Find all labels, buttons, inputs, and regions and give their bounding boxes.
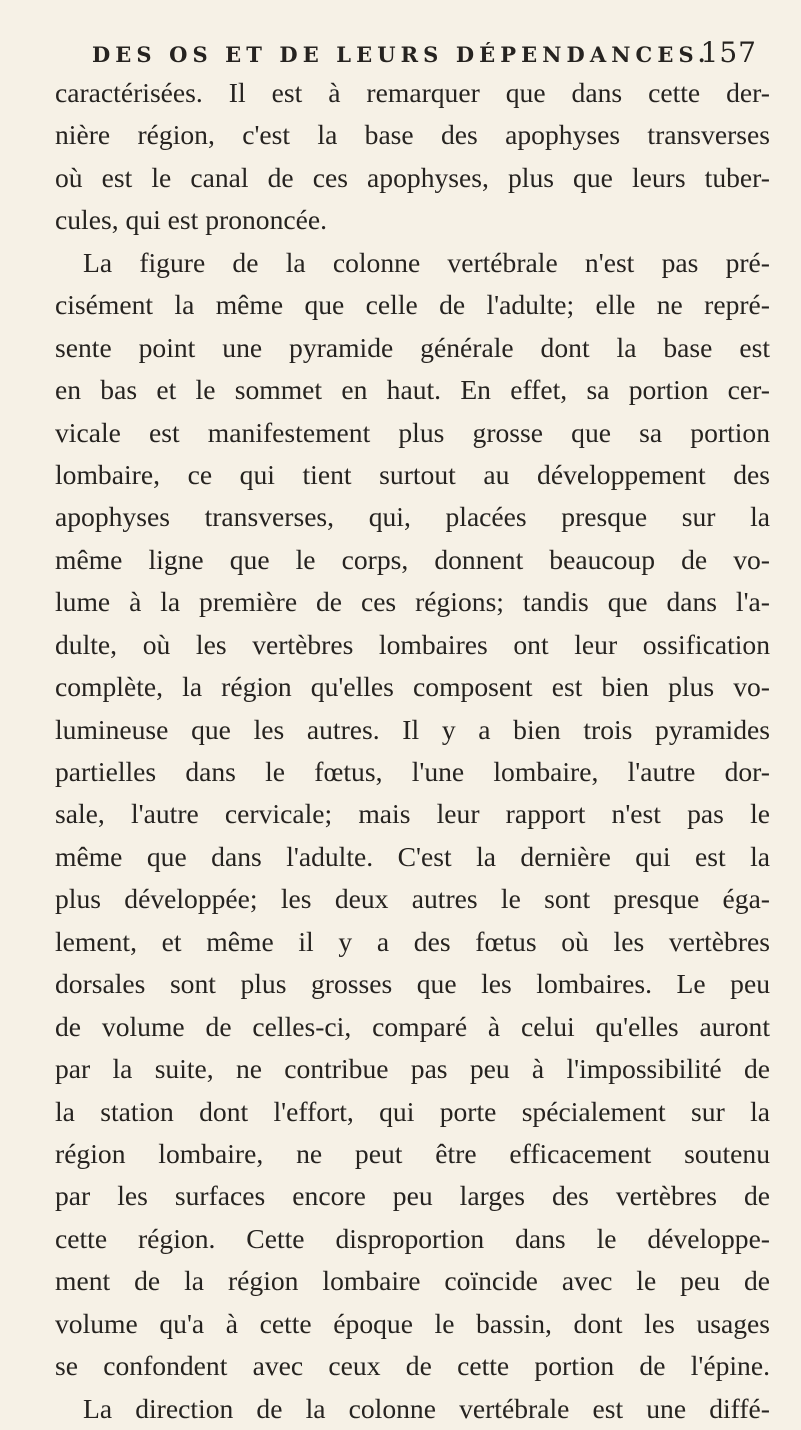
text-line: vicale est manifestement plus grosse que sa portion xyxy=(55,416,770,448)
text-line: cisément la même que celle de l'adulte; elle ne repré- xyxy=(55,289,770,321)
text-line: lumineuse que les autres. Il y a bien trois pyramides xyxy=(55,713,770,745)
running-head xyxy=(92,36,757,76)
text-line: volume qu'a à cette époque le bassin, dont les usages xyxy=(55,1307,770,1339)
text-line: se confondent avec ceux de cette portion de l'épine. xyxy=(55,1350,770,1382)
text-line: cette région. Cette disproportion dans le développe- xyxy=(55,1222,770,1254)
text-line: en bas et le sommet en haut. En effet, sa portion cer- xyxy=(55,374,770,406)
text-line: complète, la région qu'elles composent est bien plus vo- xyxy=(55,671,770,703)
text-line: nière région, c'est la base des apophyses transverses xyxy=(55,119,770,151)
body-text xyxy=(55,72,770,1430)
text-line: la station dont l'effort, qui porte spécialement sur la xyxy=(55,1095,770,1127)
text-line: même que dans l'adulte. C'est la dernière qui est la xyxy=(55,840,770,872)
text-line: lume à la première de ces régions; tandis que dans l'a- xyxy=(55,586,770,618)
text-line: dulte, où les vertèbres lombaires ont leur ossification xyxy=(55,628,770,660)
text-line: où est le canal de ces apophyses, plus que leurs tuber- xyxy=(55,161,770,193)
text-line: lement, et même il y a des fœtus où les vertèbres xyxy=(55,925,770,957)
text-line: sale, l'autre cervicale; mais leur rapport n'est pas le xyxy=(55,798,770,830)
text-line: de volume de celles-ci, comparé à celui qu'elles auront xyxy=(55,1010,770,1042)
text-line: lombaire, ce qui tient surtout au développement des xyxy=(55,458,770,490)
text-line: sente point une pyramide générale dont la base est xyxy=(55,331,770,363)
text-line: cules, qui est prononcée. xyxy=(55,204,328,236)
text-line: ment de la région lombaire coïncide avec le peu de xyxy=(55,1265,770,1297)
text-line: région lombaire, ne peut être efficacement soutenu xyxy=(55,1137,770,1169)
running-title: DES OS ET DE LEURS DÉPENDANCES. xyxy=(92,42,711,67)
text-line: apophyses transverses, qui, placées presque sur la xyxy=(55,501,770,533)
text-line: caractérisées. Il est à remarquer que dans cette der- xyxy=(55,77,770,108)
text-line: La direction de la colonne vertébrale est une diffé- xyxy=(83,1392,770,1424)
page-number: 157 xyxy=(700,36,757,69)
text-line: même ligne que le corps, donnent beaucoup de vo- xyxy=(55,543,770,575)
text-line: par les surfaces encore peu larges des vertèbres de xyxy=(55,1180,770,1212)
text-line: plus développée; les deux autres le sont presque éga- xyxy=(55,883,770,915)
text-line: La figure de la colonne vertébrale n'est pas pré- xyxy=(83,246,770,278)
text-line: dorsales sont plus grosses que les lombaires. Le peu xyxy=(55,968,770,1000)
text-line: partielles dans le fœtus, l'une lombaire, l'autre dor- xyxy=(55,756,770,787)
text-line: par la suite, ne contribue pas peu à l'impossibilité de xyxy=(55,1053,770,1085)
